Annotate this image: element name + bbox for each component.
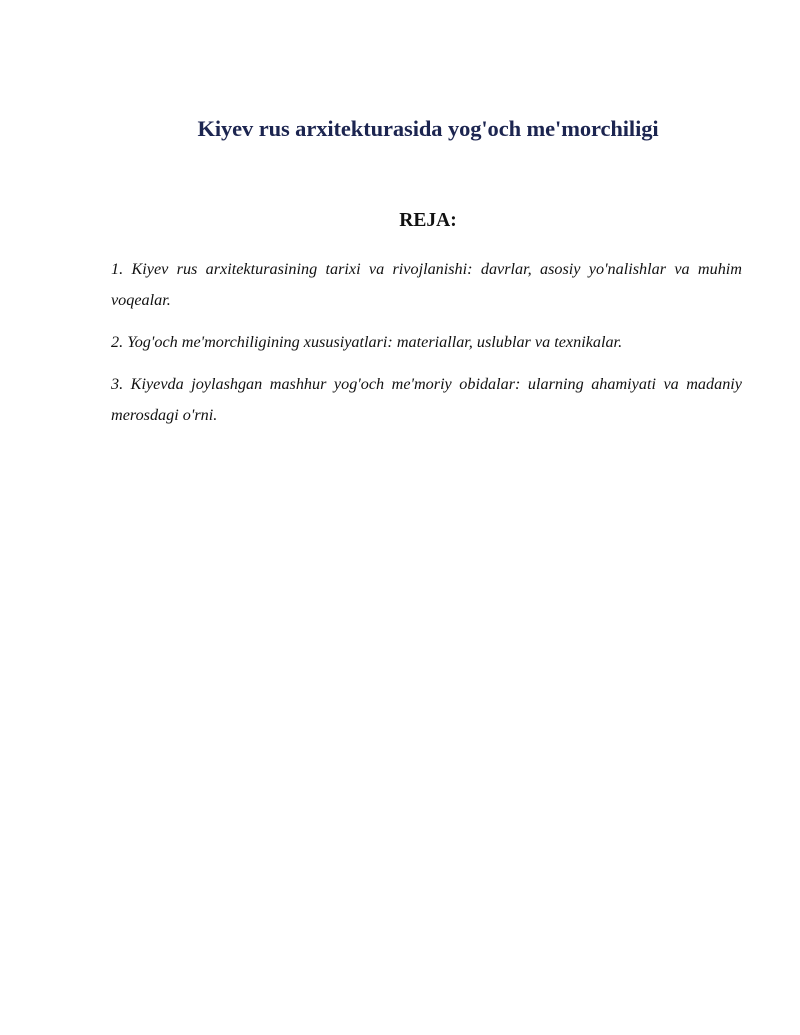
plan-list [111,254,742,442]
document-title: Kiyev rus arxitekturasida yog'och me'morchiligi [197,116,659,141]
plan-heading: REJA: [399,210,457,231]
plan-item-1: 1. Kiyev rus arxitekturasining tarixi va rivojlanishi: davrlar, asosiy yo'nalishlar va muhim voqealar. [111,260,742,309]
plan-item-2: 2. Yog'och me'morchiligining xususiyatlari: materiallar, uslublar va texnikalar. [111,333,623,351]
plan-item-3: 3. Kiyevda joylashgan mashhur yog'och me'moriy obidalar: ularning ahamiyati va madaniy merosdagi o'rni. [111,375,742,424]
